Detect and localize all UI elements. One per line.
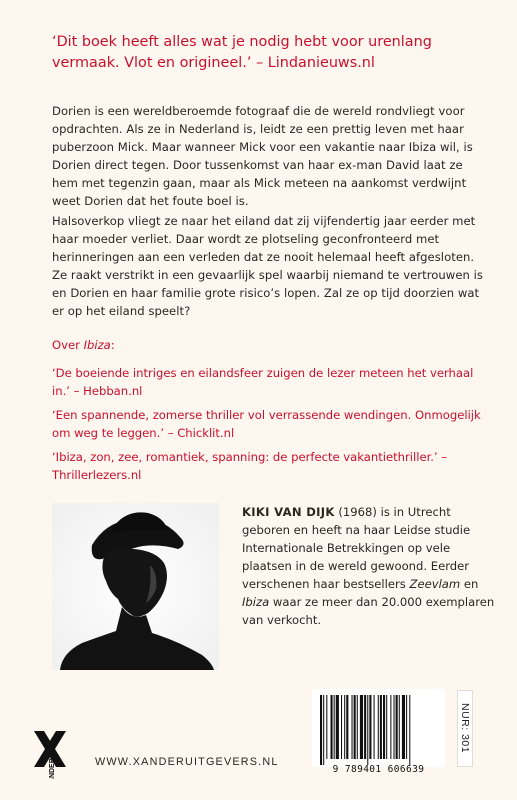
barcode-bar [323,695,324,765]
barcode-bar [406,695,407,759]
barcode-bar [331,695,333,759]
barcode-bar [390,695,391,759]
barcode-bar [374,695,375,759]
barcode-bar [320,695,322,765]
over-ibiza-label: Over Ibiza: [52,338,115,352]
barcode-bar [394,695,395,759]
barcode-bar [341,695,342,759]
barcode-bar [402,695,405,759]
publisher-website: WWW.XANDERUITGEVERS.NL [95,756,279,768]
barcode-bar [334,695,335,759]
praise-quote-top: ‘Dit boek heeft alles wat je nodig hebt voor urenlang vermaak. Vlot en origineel.’ – Lindanieuws.nl [52,34,432,71]
author-bio: KIKI VAN DIJK (1968) is in Utrecht geboren en heeft na haar Leidse studie Internationale Betrekkingen op vele plaatsen in de wereld gewoond. Eerder verschenen haar bestsellers Zeevlam en Ibiza waar ze meer dan 20.000 exemplaren van verkocht. [242,505,495,627]
author-photo [52,503,219,670]
barcode-bar [380,695,382,759]
review-quote-1: ‘De boeiende intriges en eilandsfeer zuigen de lezer meteen het verhaal in.’ – Hebban.nl [52,366,474,398]
barcode-bar [326,695,327,759]
synopsis-paragraph-1: Dorien is een wereldberoemde fotograaf die de wereld rondvliegt voor opdrachten. Als ze in Nederland is, leidt ze een prettig leven met haar puberzoon Mick. Maar wanneer Mick voor een vakantie naar Ibiza wil, is Dorien direct tegen. Door tussenkomst van haar ex-man David laat ze hem met tegenzin gaan, maar als Mick meteen na aankomst verdwijnt weet Dorien dat het foute boel is. [52,104,473,208]
barcode-bar [378,695,379,759]
barcode-bar [336,695,339,759]
review-quote-2: ‘Een spannende, zomerse thriller vol verrassende wendingen. Onmogelijk om weg te leggen.’ – Chicklit.nl [52,408,481,440]
synopsis-paragraph-2: Halsoverkop vliegt ze naar het eiland dat zij vijfendertig jaar eerder met haar moeder verliet. Daar wordt ze plotseling geconfronteerd met herinneringen aan een verleden dat ze nooit helemaal heeft afgesloten. Ze raakt verstrikt in een gevaarlijk spel waarbij niemand te vertrouwen is en Dorien en haar familie grote risico’s lopen. Zal ze op tijd doorzien wat er op het eiland speelt? [52,214,484,318]
review-quote-3: ‘Ibiza, zon, zee, romantiek, spanning: de perfecte vakantiethriller.’ – Thrillerlezers.nl [52,450,448,482]
barcode-bar [360,695,363,759]
author-name: KIKI VAN DIJK [242,505,335,519]
barcode-bar [364,695,366,759]
barcode-bar [367,695,368,765]
barcode-bar [344,695,345,759]
barcode-bar [346,695,348,759]
barcode-bar [386,695,387,759]
barcode [312,689,445,767]
barcode-bar [399,695,400,759]
barcode-bar [396,695,398,759]
barcode-bar [409,695,410,765]
barcode-bar [352,695,353,759]
isbn-number: 9 789401 606639 [332,764,425,775]
xander-logo [30,727,70,779]
barcode-bar [383,695,385,759]
barcode-bar [357,695,358,759]
barcode-bar [354,695,356,759]
nur-code: NUR: 301 [457,690,473,767]
barcode-bar [369,695,371,759]
logo-wordmark: XANDER [49,758,56,779]
